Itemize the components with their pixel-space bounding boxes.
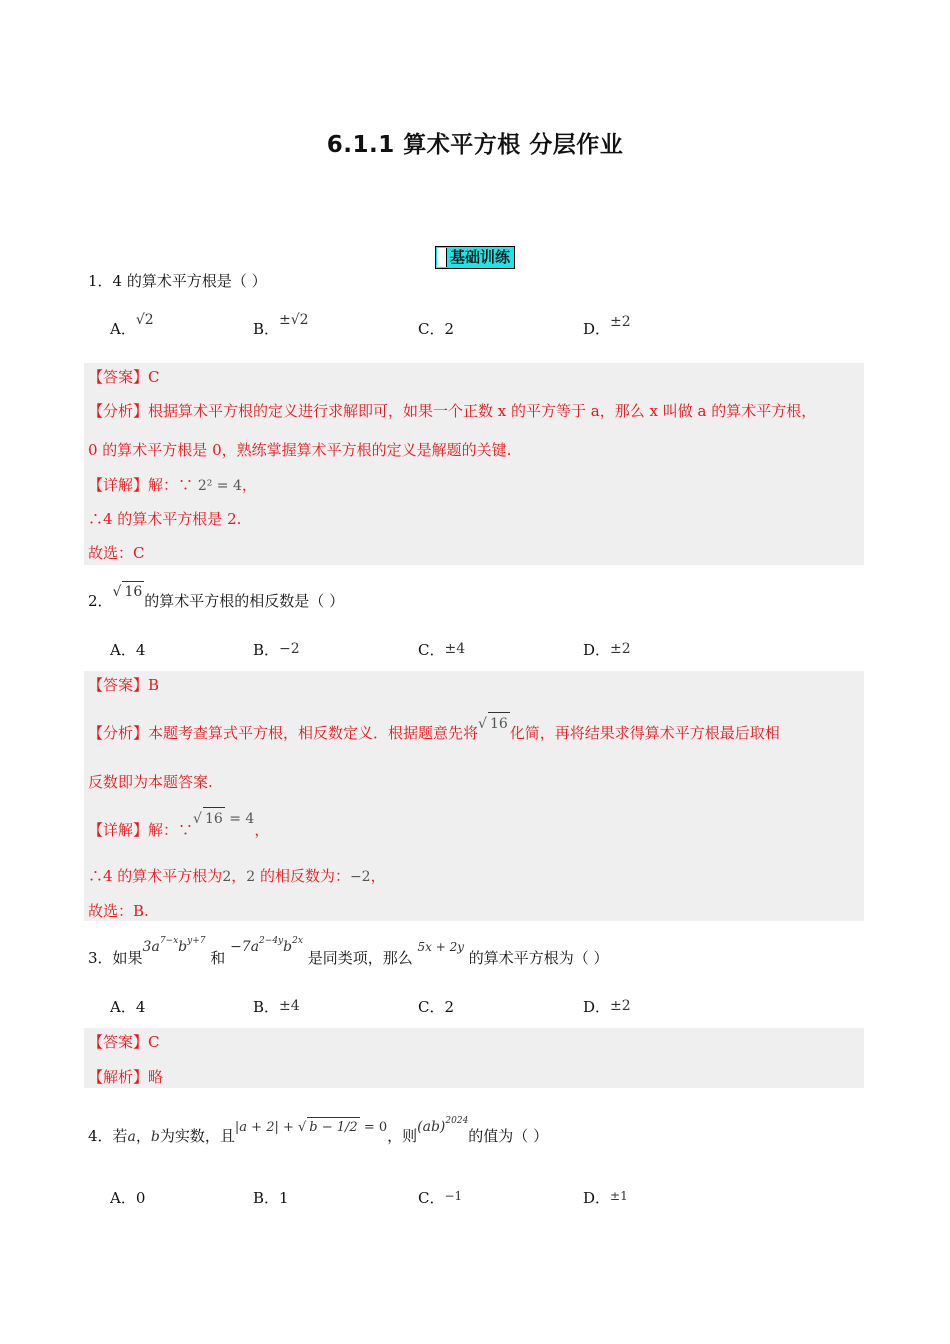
option-label: A． [110, 320, 136, 338]
option-c [418, 319, 454, 339]
option-value: ±2 [610, 314, 631, 330]
sqrt-16: √ 16 [113, 584, 145, 600]
question-3-stem [88, 936, 609, 971]
sqrt-16: √ 16 = 4 [193, 811, 254, 827]
option-value: 2 [444, 320, 455, 338]
analysis-text: 本题考查算式平方根，相反数定义．根据题意先将 [148, 724, 479, 742]
question-4-stem [88, 1116, 549, 1149]
answer-3: 【答案】C [88, 1033, 160, 1051]
detail-text-end: ， [254, 821, 270, 839]
question-text: 4．若 [88, 1127, 128, 1145]
option-b [253, 997, 300, 1018]
option-label: D． [583, 1189, 611, 1207]
option-value: ±4 [279, 998, 300, 1014]
sqrt-term: b − 1/2 [307, 1117, 359, 1138]
detail-math: = 4 [229, 811, 255, 827]
variable-a: a [127, 1129, 136, 1145]
exponent: y+7 [187, 936, 206, 946]
section-header: 基础训练 [435, 246, 515, 269]
question-text: 是同类项，那么 [307, 949, 413, 967]
detail-2-line-2 [88, 865, 878, 888]
option-value: 4 [135, 641, 146, 659]
power [417, 1116, 469, 1135]
option-a [110, 1188, 145, 1208]
detail-1-line-2: ∴4 的算术平方根是 2. [88, 510, 242, 528]
solution-box-1 [84, 363, 864, 565]
option-d [583, 997, 631, 1018]
question-text: ， [135, 1127, 151, 1145]
exponent: 2024 [445, 1116, 469, 1126]
analysis-2-line-2: 反数即为本题答案. [88, 773, 213, 791]
detail-2-line-3: 故选：B. [88, 902, 149, 920]
exponent: 7−x [159, 936, 179, 946]
option-value: ±4 [444, 641, 466, 657]
variable-b: b [150, 1129, 160, 1145]
radicand: 16 [488, 712, 510, 735]
explain-3: 【解析】略 [88, 1068, 164, 1086]
option-label: A． [110, 998, 136, 1016]
detail-text: ∴4 的算术平方根为 [88, 867, 223, 885]
analysis-text: 根据算术平方根的定义进行求解即可，如果一个正数 x 的平方等于 a，那么 x 叫做 a 的算术平方根， [148, 402, 817, 420]
detail-text: ， [231, 867, 247, 885]
detail-text: ， [370, 867, 386, 885]
detail-2-line-1 [88, 811, 878, 842]
detail-1-line-3: 故选：C [88, 544, 145, 562]
analysis-text: 化简，再将结果求得算术平方根最后取相 [509, 724, 780, 742]
option-b [253, 312, 309, 340]
term-2 [230, 936, 303, 955]
detail-text: 解：∵ [148, 821, 194, 839]
option-b [253, 1188, 289, 1208]
analysis-1-line-2: 0 的算术平方根是 0，熟练掌握算术平方根的定义是解题的关键. [88, 441, 512, 459]
option-d [583, 640, 631, 661]
term-base: b [283, 939, 293, 955]
detail-text: 解：∵ [148, 476, 194, 494]
page-title: 6.1.1 算术平方根 分层作业 [326, 132, 624, 158]
option-label: A． [110, 1189, 136, 1207]
question-2-stem [88, 584, 345, 612]
option-value: −1 [444, 1189, 463, 1203]
option-a [110, 312, 154, 340]
term-1 [142, 936, 206, 955]
option-c [418, 1188, 462, 1209]
detail-math: 2 [246, 869, 256, 885]
question-text: 3．如果 [88, 949, 143, 967]
term-base: −7a [230, 939, 260, 955]
question-text: 的算术平方根的相反数是（ ） [144, 592, 345, 610]
expression: 5x + 2y [417, 940, 464, 954]
option-d [583, 1188, 628, 1209]
sqrt-16: √ 16 [478, 716, 510, 732]
option-value: ±√2 [279, 312, 309, 328]
option-label: A． [110, 641, 136, 659]
question-text: ，则 [387, 1127, 418, 1145]
analysis-tag: 【分析】 [88, 724, 149, 742]
answer-1: 【答案】C [88, 368, 160, 386]
option-d [583, 314, 631, 340]
section-header-wrap [0, 246, 950, 269]
abs-term: |a + 2| + [234, 1120, 294, 1135]
question-text: 为实数，且 [159, 1127, 235, 1145]
option-label: B． [253, 641, 280, 659]
equals-zero: = 0 [363, 1120, 388, 1135]
radicand: 16 [122, 581, 144, 602]
option-value: −2 [279, 641, 300, 657]
question-text: 的算术平方根为（ ） [468, 949, 609, 967]
radicand: 16 [203, 807, 225, 830]
term-base: b [178, 939, 188, 955]
option-value: 4 [135, 998, 146, 1016]
option-label: B． [253, 1189, 280, 1207]
exponent: 2−4y [259, 936, 284, 946]
detail-1-line-1 [88, 474, 878, 497]
option-a [110, 640, 145, 660]
option-label: C． [418, 641, 445, 659]
option-label: D． [583, 320, 611, 338]
option-b [253, 640, 300, 661]
detail-text: 的相反数为： [255, 867, 350, 885]
option-value: √2 [135, 312, 154, 328]
option-label: D． [583, 998, 611, 1016]
power-base: (ab) [417, 1119, 446, 1135]
analysis-tag: 【分析】 [88, 402, 149, 420]
option-label: C． [418, 998, 445, 1016]
option-value: ±1 [610, 1189, 628, 1203]
equation: |a + 2| + √ b − 1/2 = 0 [235, 1120, 387, 1135]
question-number: 2． [88, 592, 113, 610]
option-label: B． [253, 320, 280, 338]
option-value: ±2 [610, 641, 631, 657]
option-value: 0 [135, 1189, 146, 1207]
analysis-1-line-1 [88, 400, 878, 422]
analysis-2-line-1 [88, 716, 878, 745]
question-1-stem: 1．4 的算术平方根是（ ） [88, 272, 267, 290]
option-c [418, 997, 454, 1017]
detail-text-end: ， [241, 476, 257, 494]
question-text: 的值为（ ） [468, 1127, 549, 1145]
option-c [418, 640, 465, 661]
detail-math: 2² = 4 [197, 478, 242, 494]
detail-math: 2 [222, 869, 232, 885]
option-value: ±2 [610, 998, 631, 1014]
question-text: 和 [210, 949, 226, 967]
option-label: B． [253, 998, 280, 1016]
detail-tag: 【详解】 [88, 821, 149, 839]
option-a [110, 997, 145, 1017]
exponent: 2x [292, 936, 303, 946]
option-label: C． [418, 1189, 445, 1207]
detail-tag: 【详解】 [88, 476, 149, 494]
detail-math: −2 [349, 869, 371, 885]
option-label: C． [418, 320, 445, 338]
term-base: 3a [142, 939, 160, 955]
option-value: 2 [444, 998, 455, 1016]
option-value: 1 [279, 1189, 289, 1207]
option-label: D． [583, 641, 611, 659]
answer-2: 【答案】B [88, 676, 160, 694]
